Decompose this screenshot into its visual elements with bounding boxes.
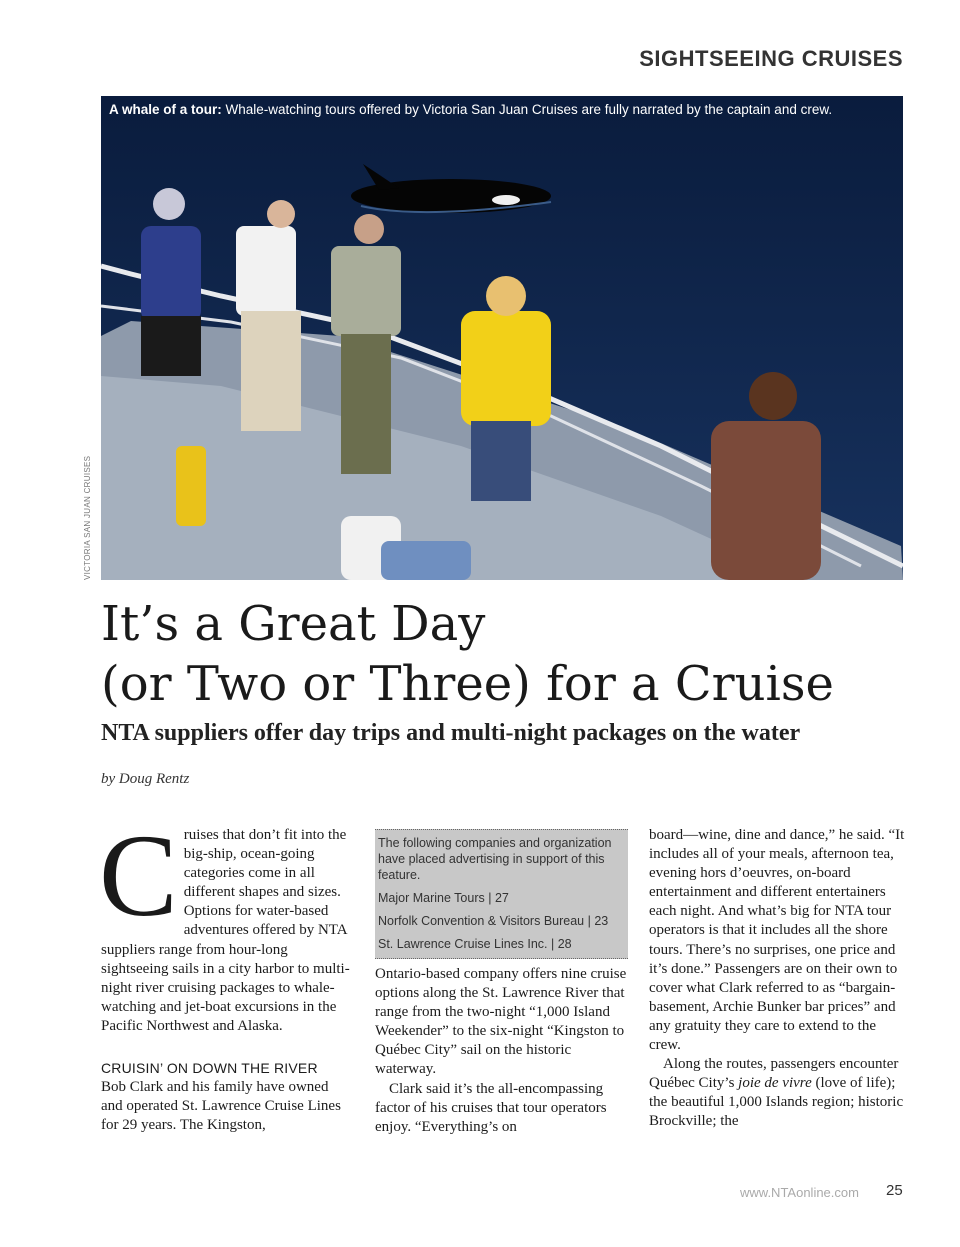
headline-line-1: It’s a Great Day [101,596,486,652]
advertiser-box [375,829,628,959]
drop-cap: C [99,810,178,941]
caption-lead: A whale of a tour: [109,102,222,117]
deck-chair-blue [381,541,471,580]
paragraph [99,810,353,1036]
headline [101,594,834,714]
paragraph-text: Along the routes, passengers encounter Québec City’s [649,1056,899,1092]
paragraph: Ontario-based company offers nine cruise options along the St. Lawrence River that range from the two-night “1,000 Island Weekender” to the six-night “Kingston to Québec City” sail on the historic waterway. [375,966,627,1078]
caption-text: Whale-watching tours offered by Victoria San Juan Cruises are fully narrated by the captain and crew. [221,102,833,117]
advertiser-item: Major Marine Tours | 27 [378,891,509,905]
section-subhead: CRUISIN’ ON DOWN THE RIVER [101,1060,318,1077]
paragraph: Clark said it’s the all-encompassing factor of his cruises that tour operators enjoy. “Everything’s on [375,1080,607,1135]
photo-credit: VICTORIA SAN JUAN CRUISES [83,455,92,580]
italic-phrase: joie de vivre [738,1075,812,1092]
whale-watching-photo [101,96,903,580]
section-label: SIGHTSEEING CRUISES [639,46,903,71]
page-number: 25 [886,1182,903,1199]
photo-caption [109,102,895,117]
advertiser-item: Norfolk Convention & Visitors Bureau | 23 [378,914,609,928]
advertiser-item: St. Lawrence Cruise Lines Inc. | 28 [378,937,572,951]
paragraph: board—wine, dine and dance,” he said. “It includes all of your meals, afternoon tea, evening hors d’oeuvres, on-board entertainment and different entertainers each night. And what’s big for NTA tour operators is that it includes all the shore tours. There’s no surprises, one price and it’s done.” Passengers are on their own to cover what Clark referred to as “bargain-basement, Archie Bunker bar prices” and any gratuity they care to extend to the crew. [649,827,905,1054]
photo-illustration [101,96,903,580]
byline: by Doug Rentz [101,771,190,787]
paragraph [649,1055,905,1131]
advertiser-intro: The following companies and organization have placed advertising in support of this feature. [378,836,612,882]
footer-url: www.NTAonline.com [740,1185,859,1200]
headline-line-2: (or Two or Three) for a Cruise [101,656,834,712]
article-column-2 [375,826,628,1137]
article-column-3 [649,826,905,1132]
paragraph-text: (love of life); the beautiful 1,000 Islands region; historic Brockville; the [649,1075,904,1130]
paragraph: Bob Clark and his family have owned and operated St. Lawrence Cruise Lines for 29 years. The Kingston, [101,1079,341,1134]
yellow-bollard [176,446,206,526]
deck-subtitle: NTA suppliers offer day trips and multi-night packages on the water [101,720,801,746]
article-column-1 [99,810,353,1135]
paragraph-text: ruises that don’t fit into the big-ship, ocean-going categories come in all different shapes and sizes. Options for water-based adventures offered by NTA suppliers range from hour-long sightseeing sails in a city harbor to multi-night river cruising packages to whale-watching and jet-boat excursions in the Pacific Northwest and Alaska. [101,827,350,1034]
